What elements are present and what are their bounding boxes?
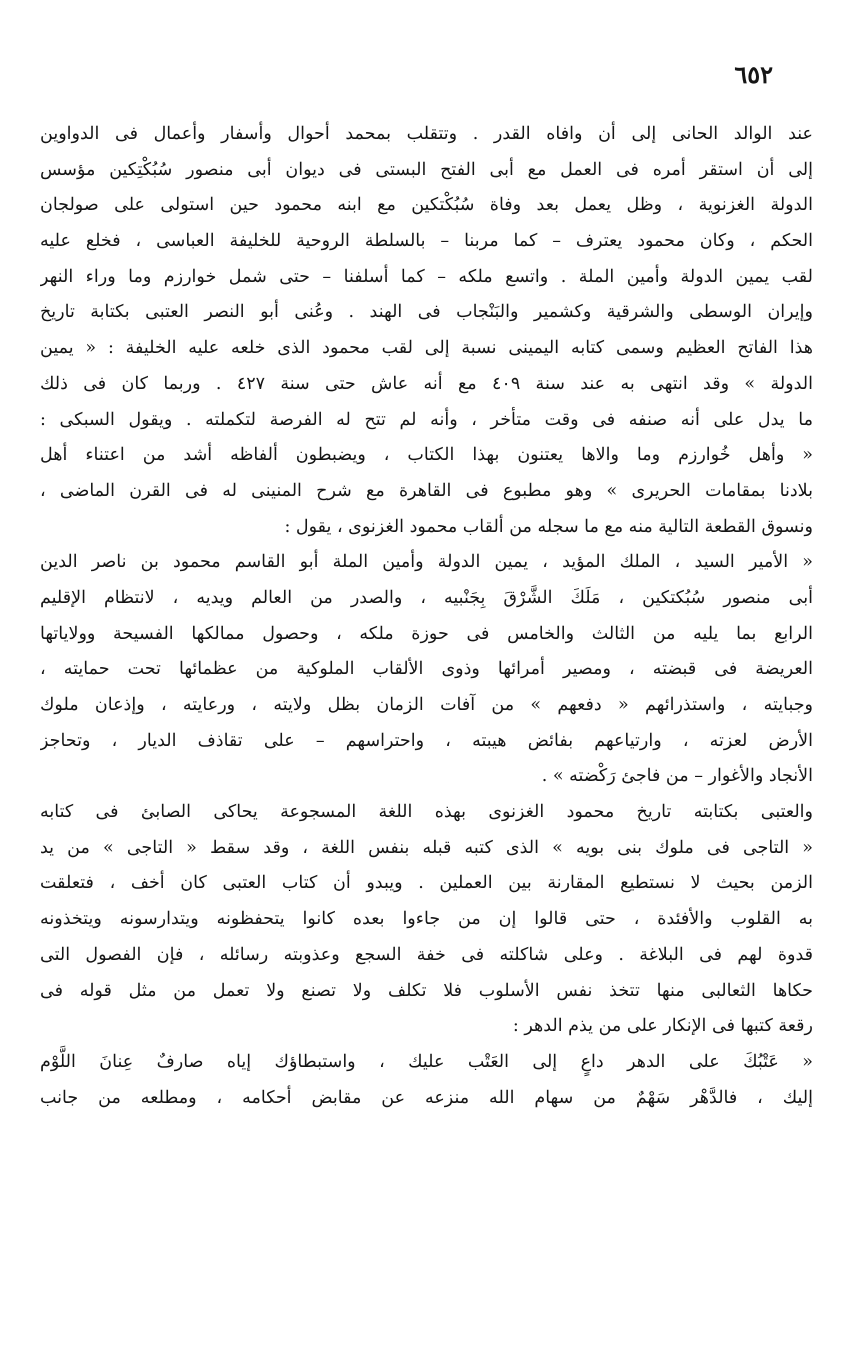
text-line: « الأمير السيد ، الملك المؤيد ، يمين الدولة وأمين الملة أبو القاسم محمود بن ناصر الدين bbox=[40, 552, 813, 573]
text-line: حكاها الثعالبى منها تتخذ نفس الأسلوب فلا تكلف ولا تصنع ولا تعمل من مثل قوله فى bbox=[40, 980, 813, 1001]
text-line: إليك ، فالدَّهْر سَهْمٌ من سهام الله منزعه عن مقابض أحكامه ، ومطلعه من جانب bbox=[40, 1087, 813, 1108]
text-line: إلى أن استقر أمره فى العمل مع أبى الفتح البستى فى ديوان أبى منصور سُبُكْتِكين مؤسس bbox=[40, 159, 813, 180]
text-line: الحكم ، وكان محمود يعترف – كما مربنا – بالسلطة الروحية للخليفة العباسى ، فخلع عليه bbox=[40, 231, 813, 252]
paragraph-1 bbox=[40, 117, 813, 545]
text-line: والعتبى بكتابته تاريخ محمود الغزنوى بهذه اللغة المسجوعة يحاكى الصابئ فى كتابه bbox=[40, 802, 813, 823]
text-line: الأنجاد والأغوار – من فاجئ رَكْضته » . bbox=[541, 766, 813, 787]
text-line: الأرض لعزته ، وارتياعهم بفائض هيبته ، واحتراسهم – على تقاذف الديار ، وتحاجز bbox=[40, 730, 813, 751]
text-line: العريضة فى قبضته ، ومصير أمرائها وذوى الألقاب الملوكية من عظمائها تحت حمايته ، bbox=[40, 659, 813, 680]
text-line: بلادنا بمقامات الحريرى » وهو مطبوع فى القاهرة مع شرح المنينى له فى القرن الماضى ، bbox=[40, 480, 813, 501]
paragraph-4 bbox=[40, 1045, 813, 1116]
page-number: ٦٥٢ bbox=[734, 60, 773, 89]
text-line: « وأهل خُوارزم وما والاها يعتنون بهذا الكتاب ، ويضبطون ألفاظه أشد من اعتناء أهل bbox=[40, 445, 813, 466]
text-line: ما يدل على أنه صنفه فى وقت متأخر ، وأنه لم تتح له الفرصة لتكملته . ويقول السبكى : bbox=[40, 409, 813, 430]
text-line: الدولة الغزنوية ، وظل يعمل بعد وفاة سُبُكْتكين مع ابنه محمود حين استولى على صولجان bbox=[40, 195, 813, 216]
text-line: رقعة كتبها فى الإنكار على من يذم الدهر : bbox=[512, 1016, 813, 1037]
text-line: الدولة » وقد انتهى به عند سنة ٤٠٩ مع أنه عاش حتى سنة ٤٢٧ . وربما كان فى ذلك bbox=[40, 373, 813, 394]
text-line: ونسوق القطعة التالية منه مع ما سجله من ألقاب محمود الغزنوى ، يقول : bbox=[284, 516, 813, 537]
text-line: « عَتْبُكَ على الدهر داعٍ إلى العَتْب عليك ، واستبطاؤك إياه صارفٌ عِنانَ اللَّوْم bbox=[40, 1051, 813, 1072]
text-line: أبى منصور سُبُكتكين ، مَلَكَ الشَّرْقَ بِجَنْبيه ، والصدر من العالم ويديه ، لانتظام الإقليم bbox=[40, 587, 813, 608]
text-line: الزمن بحيث لا نستطيع المقارنة بين العملين . ويبدو أن كتاب العتبى كان أخف ، فتعلقت bbox=[40, 873, 813, 894]
text-line: عند الوالد الحانى إلى أن وافاه القدر . وتتقلب بمحمد أحوال وأسفار وأعمال فى الدواوين bbox=[40, 124, 813, 144]
text-line: لقب يمين الدولة وأمين الملة . واتسع ملكه – كما أسلفنا – حتى شمل خوارزم وما وراء النهر bbox=[40, 266, 813, 287]
text-line: وإيران الوسطى والشرقية وكشمير والبَنْجاب فى الهند . وعُنى أبو النصر العتبى بكتابة تاريخ bbox=[40, 302, 813, 323]
text-line: هذا الفاتح العظيم وسمى كتابه اليمينى نسبة إلى لقب محمود الذى خلعه عليه الخليفة : « يمين bbox=[40, 338, 813, 359]
text-body bbox=[40, 117, 813, 1116]
paragraph-3 bbox=[40, 795, 813, 1045]
text-line: الرابع بما يليه من الثالث والخامس فى حوزة ملكه ، وحصول ممالكها الفسيحة وولاياتها bbox=[40, 623, 813, 644]
text-line: قدوة لهم فى البلاغة . وعلى شاكلته فى خفة السجع وعذوبته رسائله ، فإن الفصول التى bbox=[40, 944, 813, 965]
text-line: به القلوب والأفئدة ، حتى قالوا إن من جاءوا بعده كانوا يتحفظونه ويتدارسونه ويتخذونه bbox=[40, 909, 813, 930]
paragraph-2 bbox=[40, 545, 813, 795]
text-line: « التاجى فى ملوك بنى بويه » الذى كتبه قبله بنفس اللغة ، وقد سقط « التاجى » من يد bbox=[40, 837, 813, 858]
text-line: وجبايته ، واستذرائهم « دفعهم » من آفات الزمان بظل ولايته ، ورعايته ، وإذعان ملوك bbox=[40, 695, 813, 715]
